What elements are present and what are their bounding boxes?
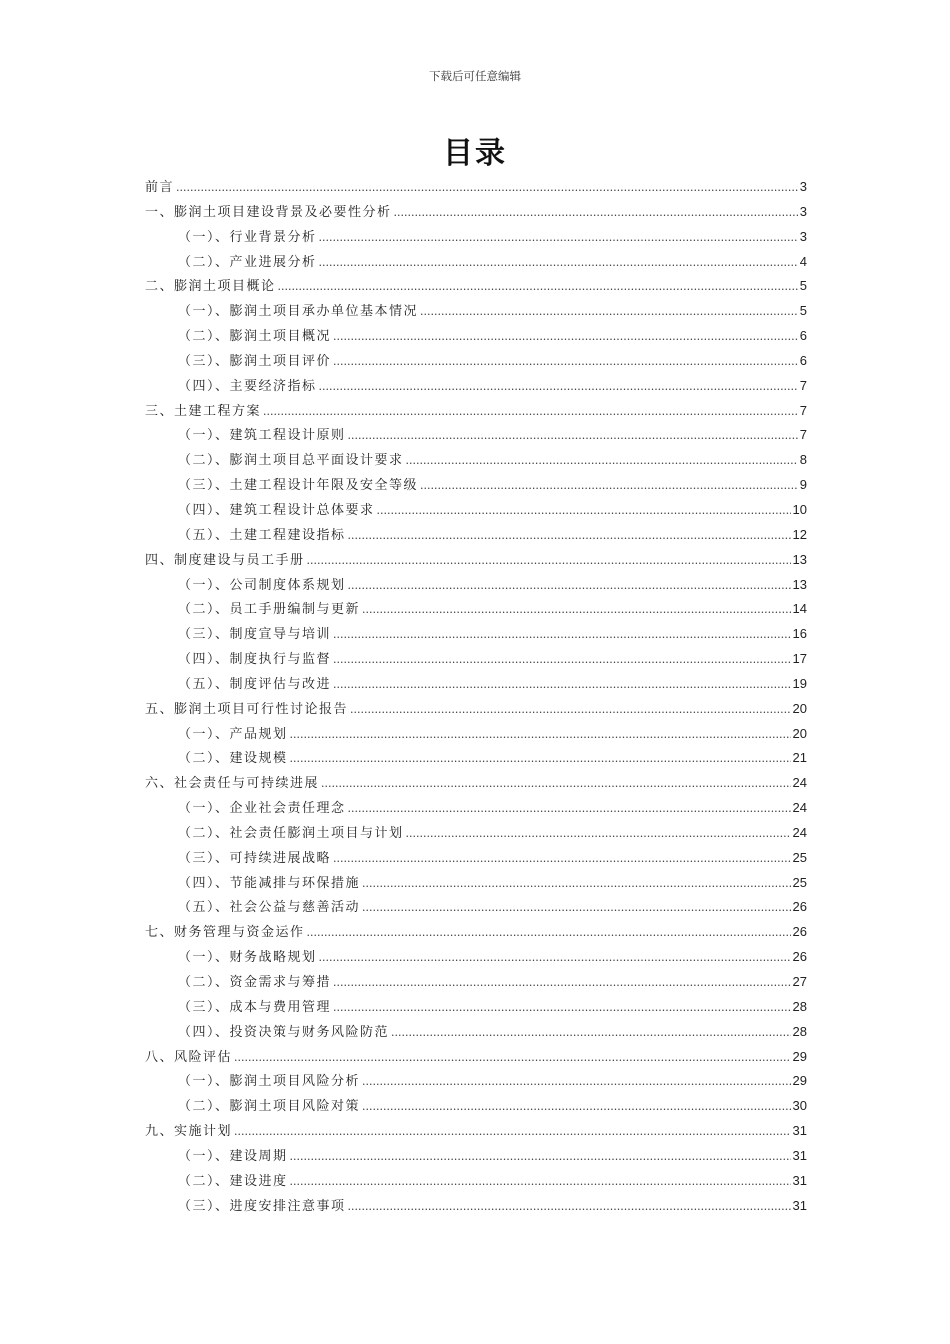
toc-entry[interactable] (145, 722, 807, 747)
toc-entry-text: （三）、土建工程设计年限及安全等级 (178, 478, 419, 494)
toc-entry-text: （五）、制度评估与改进 (178, 676, 332, 692)
toc-entry-text: 九、实施计划 (145, 1124, 233, 1140)
toc-entry-text: （二）、膨润土项目总平面设计要求 (178, 453, 404, 469)
toc-entry-text: （四）、节能减排与环保措施 (178, 875, 361, 891)
toc-entry-text: 二、膨润土项目概论 (145, 279, 276, 295)
dot-leader (234, 1046, 791, 1071)
dot-leader (307, 921, 791, 946)
toc-entry-text: 前言 (145, 180, 175, 195)
toc-entry-text: （一）、膨润土项目风险分析 (178, 1074, 361, 1090)
toc-page-number: 8 (799, 452, 807, 468)
toc-page-number: 20 (792, 725, 807, 741)
toc-page-number: 16 (792, 626, 807, 642)
toc-page-number: 7 (799, 377, 807, 393)
toc-entry-text: （一）、企业社会责任理念 (178, 801, 346, 817)
dot-leader (319, 226, 798, 251)
toc-page-number: 14 (792, 601, 807, 617)
dot-leader (333, 673, 791, 698)
toc-entry-text: （二）、膨润土项目概况 (178, 329, 332, 345)
toc-entry[interactable] (145, 697, 807, 722)
dot-leader (348, 524, 791, 549)
toc-entry-text: （三）、成本与费用管理 (178, 999, 332, 1015)
dot-leader (406, 449, 798, 474)
toc-entry[interactable] (145, 771, 807, 796)
dot-leader (348, 424, 798, 449)
toc-entry-text: （三）、膨润土项目评价 (178, 353, 332, 369)
toc-entry-text: （一）、膨润土项目承办单位基本情况 (178, 304, 419, 320)
toc-entry-text: （一）、建设周期 (178, 1148, 288, 1164)
toc-entry[interactable] (145, 274, 807, 299)
toc-entry-text: 三、土建工程方案 (145, 403, 262, 419)
toc-page-number: 26 (792, 949, 807, 965)
toc-page-number: 24 (792, 775, 807, 791)
toc-entry-text: 六、社会责任与可持续进展 (145, 776, 320, 792)
toc-page-number: 28 (792, 998, 807, 1014)
dot-leader (333, 648, 791, 673)
toc-entry-text: （四）、建筑工程设计总体要求 (178, 502, 375, 518)
dot-leader (278, 275, 798, 300)
toc-entry-text: （二）、社会责任膨润土项目与计划 (178, 825, 404, 841)
dot-leader (263, 400, 798, 425)
dot-leader (394, 201, 798, 226)
toc-entry-text: （二）、膨润土项目风险对策 (178, 1099, 361, 1115)
dot-leader (406, 822, 791, 847)
toc-entry-text: （五）、社会公益与慈善活动 (178, 900, 361, 916)
toc-page-number: 7 (799, 402, 807, 418)
toc-page-number: 5 (799, 303, 807, 319)
toc-entry[interactable] (145, 597, 807, 622)
toc-page-number: 7 (799, 427, 807, 443)
toc-page-number: 26 (792, 899, 807, 915)
toc-page-number: 3 (799, 179, 807, 194)
dot-leader (333, 350, 798, 375)
toc-page-number: 3 (799, 228, 807, 244)
toc-page-number: 12 (792, 526, 807, 542)
toc-page-number: 26 (792, 924, 807, 940)
toc-page-number: 25 (792, 874, 807, 890)
toc-page-number: 17 (792, 651, 807, 667)
dot-leader (333, 847, 791, 872)
toc-entry-text: （二）、建设规模 (178, 751, 288, 767)
toc-entry-text: （二）、产业进展分析 (178, 254, 317, 270)
dot-leader (319, 375, 798, 400)
toc-entry-text: （二）、建设进度 (178, 1173, 288, 1189)
toc-entry[interactable] (145, 1169, 807, 1194)
dot-leader (234, 1120, 791, 1145)
dot-leader (319, 946, 791, 971)
page-title: 目录 (443, 136, 507, 171)
toc-entry[interactable] (145, 523, 807, 548)
toc-entry[interactable] (145, 225, 807, 250)
toc-entry[interactable] (145, 175, 807, 200)
dot-leader (333, 325, 798, 350)
toc-entry[interactable] (145, 374, 807, 399)
toc-page-number: 31 (792, 1172, 807, 1188)
toc-page-number: 25 (792, 849, 807, 865)
dot-leader (348, 574, 791, 599)
toc-entry[interactable] (145, 1194, 807, 1219)
dot-leader (290, 1170, 791, 1195)
toc-entry[interactable] (145, 324, 807, 349)
dot-leader (362, 896, 791, 921)
table-of-contents (145, 175, 807, 1218)
toc-page-number: 3 (799, 203, 807, 219)
toc-page-number: 13 (792, 551, 807, 567)
dot-leader (290, 723, 791, 748)
toc-entry-text: （一）、公司制度体系规划 (178, 577, 346, 593)
toc-entry-text: 八、风险评估 (145, 1049, 233, 1065)
dot-leader (348, 797, 791, 822)
toc-entry[interactable] (145, 399, 807, 424)
toc-entry[interactable] (145, 1069, 807, 1094)
toc-entry[interactable] (145, 995, 807, 1020)
dot-leader (290, 1145, 791, 1170)
toc-entry[interactable] (145, 647, 807, 672)
toc-entry[interactable] (145, 622, 807, 647)
toc-page-number: 30 (792, 1098, 807, 1114)
toc-entry-text: 四、制度建设与员工手册 (145, 552, 305, 568)
toc-page-number: 19 (792, 675, 807, 691)
header-note: 下载后可任意编辑 (429, 69, 521, 83)
toc-entry[interactable] (145, 796, 807, 821)
toc-page-number: 6 (799, 328, 807, 344)
dot-leader (350, 698, 791, 723)
dot-leader (319, 251, 798, 276)
toc-entry-text: （二）、资金需求与筹措 (178, 975, 332, 990)
dot-leader (333, 996, 791, 1021)
dot-leader (348, 1195, 791, 1220)
toc-entry[interactable] (145, 250, 807, 275)
dot-leader (362, 872, 791, 897)
toc-entry[interactable] (145, 970, 807, 995)
dot-leader (362, 1070, 791, 1095)
toc-page-number: 5 (799, 278, 807, 294)
toc-entry[interactable] (145, 1020, 807, 1045)
toc-entry-text: （三）、可持续进展战略 (178, 850, 332, 866)
toc-page-number: 28 (792, 1023, 807, 1039)
toc-entry-text: （三）、制度宣导与培训 (178, 627, 332, 643)
dot-leader (420, 474, 798, 499)
dot-leader (333, 971, 791, 996)
toc-entry-text: （三）、进度安排注意事项 (178, 1198, 346, 1214)
toc-page-number: 4 (799, 253, 807, 269)
toc-page-number: 24 (792, 824, 807, 840)
toc-entry-text: 五、膨润土项目可行性讨论报告 (145, 701, 349, 717)
toc-entry[interactable] (145, 746, 807, 771)
toc-entry-text: （二）、员工手册编制与更新 (178, 602, 361, 618)
toc-entry-text: （五）、土建工程建设指标 (178, 527, 346, 543)
dot-leader (362, 598, 791, 623)
toc-entry[interactable] (145, 349, 807, 374)
toc-entry-text: （一）、建筑工程设计原则 (178, 428, 346, 444)
toc-entry-text: （四）、主要经济指标 (178, 378, 317, 394)
toc-page-number: 29 (792, 1073, 807, 1089)
toc-entry[interactable] (145, 299, 807, 324)
dot-leader (377, 499, 791, 524)
toc-entry-text: （一）、财务战略规划 (178, 950, 317, 966)
toc-page-number: 31 (792, 1147, 807, 1163)
toc-page-number: 24 (792, 800, 807, 816)
toc-entry[interactable] (145, 871, 807, 896)
toc-entry[interactable] (145, 573, 807, 598)
toc-page-number: 31 (792, 1197, 807, 1213)
toc-entry[interactable] (145, 1094, 807, 1119)
toc-entry[interactable] (145, 821, 807, 846)
toc-entry[interactable] (145, 1045, 807, 1070)
dot-leader (176, 176, 798, 201)
toc-entry-text: 一、膨润土项目建设背景及必要性分析 (145, 204, 392, 220)
toc-entry-text: （四）、制度执行与监督 (178, 652, 332, 668)
toc-entry[interactable] (145, 548, 807, 573)
toc-entry[interactable] (145, 200, 807, 225)
toc-entry-text: （一）、产品规划 (178, 726, 288, 742)
toc-entry-text: （一）、行业背景分析 (178, 229, 317, 245)
toc-page-number: 6 (799, 352, 807, 368)
toc-entry[interactable] (145, 423, 807, 448)
toc-entry[interactable] (145, 448, 807, 473)
dot-leader (290, 747, 791, 772)
dot-leader (391, 1021, 791, 1046)
toc-page-number: 29 (792, 1048, 807, 1064)
toc-page-number: 27 (792, 974, 807, 989)
toc-entry[interactable] (145, 945, 807, 970)
toc-entry[interactable] (145, 498, 807, 523)
toc-page-number: 13 (792, 576, 807, 592)
toc-entry[interactable] (145, 1119, 807, 1144)
dot-leader (420, 300, 798, 325)
toc-entry[interactable] (145, 1144, 807, 1169)
toc-entry[interactable] (145, 846, 807, 871)
toc-page-number: 10 (792, 501, 807, 517)
toc-entry[interactable] (145, 895, 807, 920)
toc-page-number: 9 (799, 477, 807, 493)
toc-page-number: 20 (792, 700, 807, 716)
toc-entry[interactable] (145, 672, 807, 697)
toc-entry-text: 七、财务管理与资金运作 (145, 925, 305, 941)
dot-leader (362, 1095, 791, 1120)
dot-leader (307, 549, 791, 574)
toc-page-number: 21 (792, 750, 807, 766)
toc-page-number: 31 (792, 1123, 807, 1139)
toc-entry[interactable] (145, 473, 807, 498)
dot-leader (333, 623, 791, 648)
dot-leader (321, 772, 791, 797)
toc-entry[interactable] (145, 920, 807, 945)
toc-entry-text: （四）、投资决策与财务风险防范 (178, 1024, 390, 1040)
